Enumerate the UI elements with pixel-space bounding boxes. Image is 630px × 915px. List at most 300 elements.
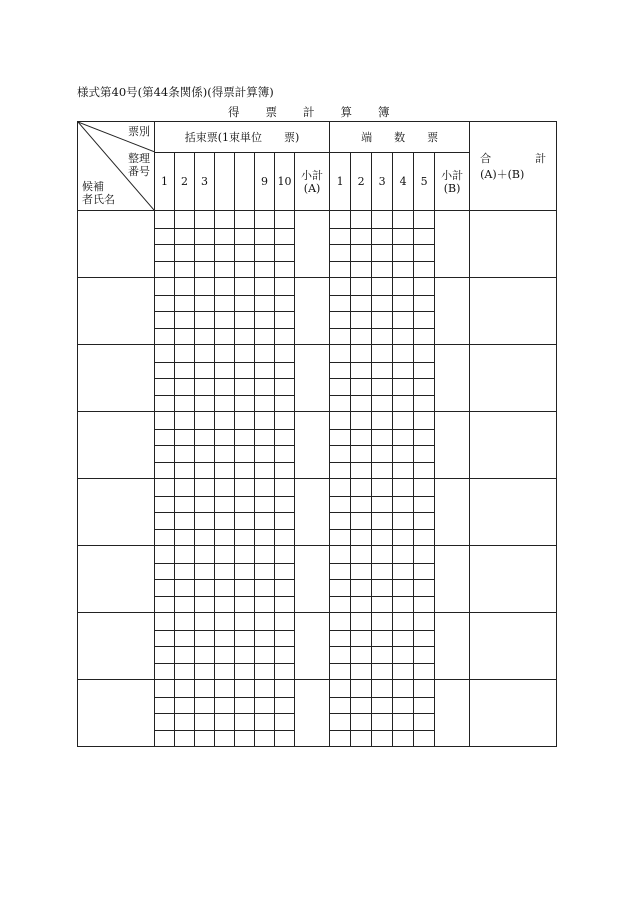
bundled-tally-cell[interactable] [255,211,275,229]
bundled-tally-cell[interactable] [235,546,255,564]
bundled-tally-cell[interactable] [235,363,255,379]
bundled-tally-cell[interactable] [155,363,175,379]
bundled-tally-cell[interactable] [215,296,235,312]
bundled-tally-cell[interactable] [255,312,275,329]
fraction-tally-cell[interactable] [372,430,393,446]
bundled-tally-cell[interactable] [215,698,235,714]
bundled-tally-cell[interactable] [215,312,235,329]
bundled-tally-cell[interactable] [175,631,195,647]
bundled-tally-cell[interactable] [275,497,295,513]
bundled-tally-cell[interactable] [215,379,235,396]
fraction-tally-cell[interactable] [393,530,414,546]
bundled-tally-cell[interactable] [235,430,255,446]
bundled-tally-cell[interactable] [255,698,275,714]
fraction-tally-cell[interactable] [351,564,372,580]
bundled-tally-cell[interactable] [275,479,295,497]
bundled-tally-cell[interactable] [275,698,295,714]
fraction-tally-cell[interactable] [372,631,393,647]
bundled-tally-cell[interactable] [175,497,195,513]
bundled-tally-cell[interactable] [235,664,255,680]
bundled-tally-cell[interactable] [235,631,255,647]
fraction-tally-cell[interactable] [414,714,435,731]
subtotal-b-cell[interactable] [435,345,470,412]
fraction-tally-cell[interactable] [372,714,393,731]
bundled-tally-cell[interactable] [155,597,175,613]
fraction-tally-cell[interactable] [372,580,393,597]
fraction-tally-cell[interactable] [393,363,414,379]
fraction-tally-cell[interactable] [351,446,372,463]
bundled-tally-cell[interactable] [175,731,195,747]
bundled-tally-cell[interactable] [195,497,215,513]
bundled-tally-cell[interactable] [175,278,195,296]
subtotal-a-cell[interactable] [295,211,330,278]
bundled-tally-cell[interactable] [255,546,275,564]
fraction-tally-cell[interactable] [372,530,393,546]
bundled-tally-cell[interactable] [195,698,215,714]
fraction-tally-cell[interactable] [330,412,351,430]
fraction-tally-cell[interactable] [414,363,435,379]
bundled-tally-cell[interactable] [175,530,195,546]
total-cell[interactable] [470,211,557,278]
fraction-tally-cell[interactable] [393,664,414,680]
fraction-tally-cell[interactable] [393,613,414,631]
fraction-tally-cell[interactable] [372,664,393,680]
fraction-tally-cell[interactable] [372,513,393,530]
bundled-tally-cell[interactable] [175,698,195,714]
fraction-tally-cell[interactable] [372,363,393,379]
bundled-tally-cell[interactable] [235,580,255,597]
fraction-tally-cell[interactable] [414,580,435,597]
bundled-tally-cell[interactable] [195,446,215,463]
fraction-tally-cell[interactable] [393,229,414,245]
bundled-tally-cell[interactable] [275,446,295,463]
bundled-tally-cell[interactable] [255,229,275,245]
total-cell[interactable] [470,479,557,546]
fraction-tally-cell[interactable] [351,463,372,479]
bundled-tally-cell[interactable] [155,245,175,262]
fraction-tally-cell[interactable] [330,312,351,329]
bundled-tally-cell[interactable] [155,262,175,278]
bundled-tally-cell[interactable] [155,446,175,463]
fraction-tally-cell[interactable] [393,211,414,229]
fraction-tally-cell[interactable] [393,564,414,580]
bundled-tally-cell[interactable] [155,379,175,396]
fraction-tally-cell[interactable] [393,714,414,731]
fraction-tally-cell[interactable] [414,345,435,363]
bundled-tally-cell[interactable] [195,211,215,229]
bundled-tally-cell[interactable] [195,580,215,597]
fraction-tally-cell[interactable] [372,497,393,513]
fraction-tally-cell[interactable] [393,497,414,513]
bundled-tally-cell[interactable] [175,262,195,278]
fraction-tally-cell[interactable] [393,513,414,530]
bundled-tally-cell[interactable] [275,613,295,631]
bundled-tally-cell[interactable] [275,396,295,412]
bundled-tally-cell[interactable] [235,229,255,245]
bundled-tally-cell[interactable] [215,497,235,513]
fraction-tally-cell[interactable] [372,597,393,613]
bundled-tally-cell[interactable] [195,312,215,329]
bundled-tally-cell[interactable] [275,211,295,229]
fraction-tally-cell[interactable] [372,211,393,229]
fraction-tally-cell[interactable] [414,680,435,698]
bundled-tally-cell[interactable] [215,463,235,479]
bundled-tally-cell[interactable] [235,698,255,714]
fraction-tally-cell[interactable] [330,580,351,597]
fraction-tally-cell[interactable] [393,278,414,296]
bundled-tally-cell[interactable] [175,363,195,379]
bundled-tally-cell[interactable] [255,446,275,463]
bundled-tally-cell[interactable] [155,513,175,530]
bundled-tally-cell[interactable] [155,479,175,497]
bundled-tally-cell[interactable] [255,714,275,731]
bundled-tally-cell[interactable] [175,580,195,597]
bundled-tally-cell[interactable] [235,345,255,363]
fraction-tally-cell[interactable] [351,714,372,731]
bundled-tally-cell[interactable] [155,580,175,597]
bundled-tally-cell[interactable] [215,363,235,379]
fraction-tally-cell[interactable] [351,211,372,229]
bundled-tally-cell[interactable] [175,647,195,664]
fraction-tally-cell[interactable] [393,680,414,698]
bundled-tally-cell[interactable] [235,479,255,497]
total-cell[interactable] [470,345,557,412]
candidate-name-cell[interactable] [78,613,155,680]
fraction-tally-cell[interactable] [372,463,393,479]
bundled-tally-cell[interactable] [235,396,255,412]
fraction-tally-cell[interactable] [393,580,414,597]
fraction-tally-cell[interactable] [372,564,393,580]
bundled-tally-cell[interactable] [275,412,295,430]
bundled-tally-cell[interactable] [195,245,215,262]
fraction-tally-cell[interactable] [393,412,414,430]
bundled-tally-cell[interactable] [215,412,235,430]
bundled-tally-cell[interactable] [275,296,295,312]
bundled-tally-cell[interactable] [275,631,295,647]
bundled-tally-cell[interactable] [155,296,175,312]
bundled-tally-cell[interactable] [235,647,255,664]
fraction-tally-cell[interactable] [414,396,435,412]
fraction-tally-cell[interactable] [351,245,372,262]
bundled-tally-cell[interactable] [215,631,235,647]
bundled-tally-cell[interactable] [155,564,175,580]
fraction-tally-cell[interactable] [414,698,435,714]
subtotal-a-cell[interactable] [295,278,330,345]
bundled-tally-cell[interactable] [195,229,215,245]
bundled-tally-cell[interactable] [155,647,175,664]
bundled-tally-cell[interactable] [255,664,275,680]
fraction-tally-cell[interactable] [393,245,414,262]
bundled-tally-cell[interactable] [155,345,175,363]
bundled-tally-cell[interactable] [235,497,255,513]
fraction-tally-cell[interactable] [414,631,435,647]
bundled-tally-cell[interactable] [255,530,275,546]
bundled-tally-cell[interactable] [175,564,195,580]
bundled-tally-cell[interactable] [175,211,195,229]
bundled-tally-cell[interactable] [215,278,235,296]
bundled-tally-cell[interactable] [215,345,235,363]
fraction-tally-cell[interactable] [393,546,414,564]
bundled-tally-cell[interactable] [215,580,235,597]
fraction-tally-cell[interactable] [351,345,372,363]
bundled-tally-cell[interactable] [235,412,255,430]
bundled-tally-cell[interactable] [275,379,295,396]
bundled-tally-cell[interactable] [195,513,215,530]
fraction-tally-cell[interactable] [351,296,372,312]
fraction-tally-cell[interactable] [330,564,351,580]
bundled-tally-cell[interactable] [195,664,215,680]
bundled-tally-cell[interactable] [255,329,275,345]
fraction-tally-cell[interactable] [372,262,393,278]
bundled-tally-cell[interactable] [275,278,295,296]
bundled-tally-cell[interactable] [155,211,175,229]
bundled-tally-cell[interactable] [275,345,295,363]
fraction-tally-cell[interactable] [372,647,393,664]
bundled-tally-cell[interactable] [235,680,255,698]
bundled-tally-cell[interactable] [215,647,235,664]
total-cell[interactable] [470,546,557,613]
fraction-tally-cell[interactable] [351,731,372,747]
bundled-tally-cell[interactable] [155,680,175,698]
fraction-tally-cell[interactable] [351,329,372,345]
fraction-tally-cell[interactable] [351,379,372,396]
fraction-tally-cell[interactable] [393,379,414,396]
fraction-tally-cell[interactable] [330,597,351,613]
fraction-tally-cell[interactable] [372,698,393,714]
fraction-tally-cell[interactable] [330,345,351,363]
bundled-tally-cell[interactable] [195,714,215,731]
bundled-tally-cell[interactable] [215,229,235,245]
bundled-tally-cell[interactable] [175,329,195,345]
bundled-tally-cell[interactable] [175,463,195,479]
fraction-tally-cell[interactable] [351,363,372,379]
bundled-tally-cell[interactable] [195,329,215,345]
fraction-tally-cell[interactable] [372,396,393,412]
bundled-tally-cell[interactable] [235,731,255,747]
bundled-tally-cell[interactable] [235,312,255,329]
fraction-tally-cell[interactable] [393,597,414,613]
total-cell[interactable] [470,412,557,479]
fraction-tally-cell[interactable] [372,329,393,345]
fraction-tally-cell[interactable] [414,664,435,680]
bundled-tally-cell[interactable] [155,530,175,546]
subtotal-a-cell[interactable] [295,613,330,680]
bundled-tally-cell[interactable] [155,631,175,647]
bundled-tally-cell[interactable] [235,613,255,631]
bundled-tally-cell[interactable] [255,731,275,747]
fraction-tally-cell[interactable] [330,463,351,479]
fraction-tally-cell[interactable] [414,312,435,329]
bundled-tally-cell[interactable] [155,731,175,747]
bundled-tally-cell[interactable] [155,229,175,245]
fraction-tally-cell[interactable] [330,714,351,731]
bundled-tally-cell[interactable] [175,714,195,731]
fraction-tally-cell[interactable] [414,564,435,580]
bundled-tally-cell[interactable] [255,647,275,664]
fraction-tally-cell[interactable] [414,430,435,446]
fraction-tally-cell[interactable] [330,631,351,647]
bundled-tally-cell[interactable] [275,530,295,546]
fraction-tally-cell[interactable] [393,698,414,714]
fraction-tally-cell[interactable] [393,329,414,345]
fraction-tally-cell[interactable] [372,613,393,631]
bundled-tally-cell[interactable] [195,631,215,647]
bundled-tally-cell[interactable] [275,262,295,278]
fraction-tally-cell[interactable] [330,296,351,312]
fraction-tally-cell[interactable] [330,446,351,463]
subtotal-b-cell[interactable] [435,613,470,680]
bundled-tally-cell[interactable] [175,513,195,530]
fraction-tally-cell[interactable] [414,229,435,245]
fraction-tally-cell[interactable] [351,513,372,530]
fraction-tally-cell[interactable] [351,278,372,296]
fraction-tally-cell[interactable] [330,647,351,664]
fraction-tally-cell[interactable] [414,497,435,513]
fraction-tally-cell[interactable] [414,731,435,747]
bundled-tally-cell[interactable] [155,463,175,479]
bundled-tally-cell[interactable] [215,680,235,698]
fraction-tally-cell[interactable] [414,446,435,463]
fraction-tally-cell[interactable] [330,229,351,245]
subtotal-a-cell[interactable] [295,345,330,412]
bundled-tally-cell[interactable] [255,396,275,412]
bundled-tally-cell[interactable] [175,245,195,262]
fraction-tally-cell[interactable] [351,680,372,698]
fraction-tally-cell[interactable] [351,497,372,513]
candidate-name-cell[interactable] [78,479,155,546]
bundled-tally-cell[interactable] [255,564,275,580]
bundled-tally-cell[interactable] [195,262,215,278]
fraction-tally-cell[interactable] [330,363,351,379]
fraction-tally-cell[interactable] [372,412,393,430]
bundled-tally-cell[interactable] [195,396,215,412]
fraction-tally-cell[interactable] [414,412,435,430]
bundled-tally-cell[interactable] [235,379,255,396]
bundled-tally-cell[interactable] [215,714,235,731]
fraction-tally-cell[interactable] [372,546,393,564]
bundled-tally-cell[interactable] [255,379,275,396]
bundled-tally-cell[interactable] [235,597,255,613]
bundled-tally-cell[interactable] [155,278,175,296]
candidate-name-cell[interactable] [78,546,155,613]
bundled-tally-cell[interactable] [235,245,255,262]
fraction-tally-cell[interactable] [330,513,351,530]
subtotal-b-cell[interactable] [435,278,470,345]
bundled-tally-cell[interactable] [255,345,275,363]
bundled-tally-cell[interactable] [195,479,215,497]
fraction-tally-cell[interactable] [330,396,351,412]
bundled-tally-cell[interactable] [155,613,175,631]
fraction-tally-cell[interactable] [393,345,414,363]
bundled-tally-cell[interactable] [275,463,295,479]
candidate-name-cell[interactable] [78,211,155,278]
bundled-tally-cell[interactable] [235,278,255,296]
total-cell[interactable] [470,278,557,345]
fraction-tally-cell[interactable] [351,631,372,647]
bundled-tally-cell[interactable] [175,546,195,564]
subtotal-a-cell[interactable] [295,546,330,613]
bundled-tally-cell[interactable] [215,479,235,497]
bundled-tally-cell[interactable] [275,245,295,262]
fraction-tally-cell[interactable] [330,680,351,698]
fraction-tally-cell[interactable] [414,379,435,396]
fraction-tally-cell[interactable] [351,430,372,446]
fraction-tally-cell[interactable] [330,430,351,446]
bundled-tally-cell[interactable] [255,412,275,430]
subtotal-a-cell[interactable] [295,479,330,546]
bundled-tally-cell[interactable] [275,680,295,698]
bundled-tally-cell[interactable] [195,278,215,296]
fraction-tally-cell[interactable] [330,245,351,262]
fraction-tally-cell[interactable] [330,664,351,680]
bundled-tally-cell[interactable] [235,446,255,463]
bundled-tally-cell[interactable] [155,312,175,329]
fraction-tally-cell[interactable] [414,647,435,664]
fraction-tally-cell[interactable] [372,245,393,262]
bundled-tally-cell[interactable] [215,664,235,680]
bundled-tally-cell[interactable] [235,530,255,546]
fraction-tally-cell[interactable] [330,479,351,497]
subtotal-b-cell[interactable] [435,546,470,613]
bundled-tally-cell[interactable] [235,564,255,580]
fraction-tally-cell[interactable] [372,680,393,698]
fraction-tally-cell[interactable] [330,546,351,564]
bundled-tally-cell[interactable] [195,430,215,446]
fraction-tally-cell[interactable] [414,463,435,479]
bundled-tally-cell[interactable] [215,262,235,278]
bundled-tally-cell[interactable] [195,379,215,396]
bundled-tally-cell[interactable] [195,564,215,580]
bundled-tally-cell[interactable] [175,430,195,446]
bundled-tally-cell[interactable] [235,296,255,312]
fraction-tally-cell[interactable] [351,396,372,412]
bundled-tally-cell[interactable] [275,329,295,345]
fraction-tally-cell[interactable] [330,379,351,396]
bundled-tally-cell[interactable] [275,546,295,564]
fraction-tally-cell[interactable] [330,698,351,714]
bundled-tally-cell[interactable] [255,278,275,296]
fraction-tally-cell[interactable] [414,211,435,229]
bundled-tally-cell[interactable] [255,580,275,597]
bundled-tally-cell[interactable] [195,463,215,479]
total-cell[interactable] [470,613,557,680]
candidate-name-cell[interactable] [78,345,155,412]
bundled-tally-cell[interactable] [215,530,235,546]
bundled-tally-cell[interactable] [175,479,195,497]
fraction-tally-cell[interactable] [351,597,372,613]
fraction-tally-cell[interactable] [393,396,414,412]
bundled-tally-cell[interactable] [155,412,175,430]
bundled-tally-cell[interactable] [275,647,295,664]
bundled-tally-cell[interactable] [255,430,275,446]
fraction-tally-cell[interactable] [330,278,351,296]
bundled-tally-cell[interactable] [255,513,275,530]
fraction-tally-cell[interactable] [330,497,351,513]
fraction-tally-cell[interactable] [414,513,435,530]
bundled-tally-cell[interactable] [235,262,255,278]
bundled-tally-cell[interactable] [175,296,195,312]
subtotal-b-cell[interactable] [435,211,470,278]
fraction-tally-cell[interactable] [351,613,372,631]
fraction-tally-cell[interactable] [414,329,435,345]
bundled-tally-cell[interactable] [215,211,235,229]
bundled-tally-cell[interactable] [275,564,295,580]
bundled-tally-cell[interactable] [215,546,235,564]
subtotal-a-cell[interactable] [295,412,330,479]
bundled-tally-cell[interactable] [235,714,255,731]
fraction-tally-cell[interactable] [414,262,435,278]
bundled-tally-cell[interactable] [175,379,195,396]
